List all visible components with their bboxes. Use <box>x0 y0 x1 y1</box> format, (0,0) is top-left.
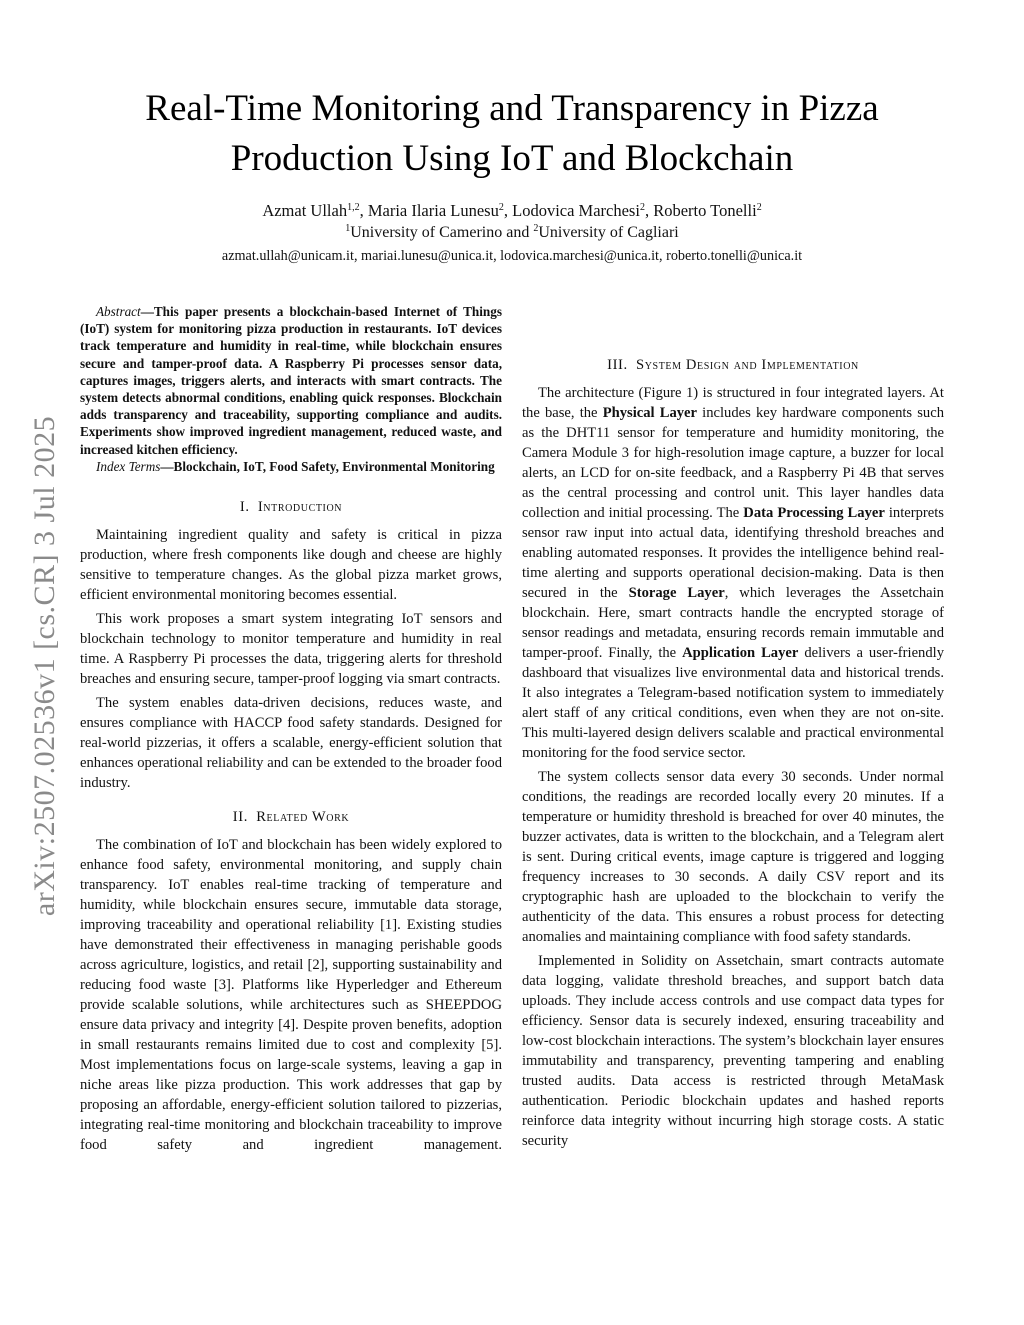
section-heading-introduction: I. Introduction <box>239 499 343 516</box>
abstract-text: —This paper presents a blockchain-based Internet of Things (IoT) system for monitoring pizza production in restaurants. IoT devices track temperature and humidity in real-time, while blockchain ensures secure and tamper-proof data. A Raspberry Pi processes sensor data, captures images, triggers alerts, and interacts with smart contracts. The system detects abnormal conditions, enabling quick responses. Blockchain adds transparency and traceability, supporting compliance and audits. Experiments show improved ingredient management, reduced waste, and increased kitchen efficiency. <box>80 304 502 457</box>
intro-paragraph: This work proposes a smart system integrating IoT sensors and blockchain technology to monitor temperature and humidity in real time. A Raspberry Pi processes the data, triggering alerts for threshold breaches and ensuring secure, tamper-proof logging via smart contracts. <box>80 611 502 688</box>
paper-title: Real-Time Monitoring and Transparency in Pizza Production Using IoT and Blockchain <box>145 88 879 179</box>
intro-paragraph: The system enables data-driven decisions, reduces waste, and ensures compliance with HACCP food safety standards. Designed for real-world pizzerias, it offers a scalable, energy-efficient solution that enhances operational reliability and can be extended to the broader food industry. <box>80 695 502 792</box>
term-application-layer: Application Layer <box>682 645 799 661</box>
section-heading-related-work: II. Related Work <box>232 809 350 826</box>
term-physical-layer: Physical Layer <box>602 405 698 421</box>
author-list: Azmat Ullah$^{1,2}$, Maria Ilaria Lunesu$^2$, Lodovica Marchesi$^2$, Roberto Tonelli$^2$ <box>262 201 762 220</box>
arxiv-identifier-stamp[interactable] <box>18 386 72 946</box>
author-name: Lodovica Marchesi <box>512 201 640 220</box>
author-affiliation-marker: 2 <box>498 202 504 213</box>
index-terms <box>80 458 502 475</box>
abstract <box>80 303 502 458</box>
author-name: Roberto Tonelli <box>653 201 757 220</box>
term-storage-layer: Storage Layer <box>628 585 725 601</box>
index-terms-text: —Blockchain, IoT, Food Safety, Environmental Monitoring <box>160 458 495 474</box>
intro-paragraph: Maintaining ingredient quality and safety is critical in pizza production, where fresh components like dough and cheese are highly sensitive to temperature changes. As the global pizza market grows, efficient environmental monitoring becomes essential. <box>80 527 502 604</box>
affiliation-line: $^1$University of Camerino and $^2$University of Cagliari <box>345 223 679 241</box>
right-column <box>522 283 944 1151</box>
author-affiliation-marker: 1,2 <box>347 202 360 213</box>
affiliation-camerino: University of Camerino <box>350 224 503 241</box>
author-affiliation-marker: 2 <box>639 202 645 213</box>
index-terms-label: Index Terms <box>96 458 161 474</box>
term-data-processing-layer: Data Processing Layer <box>743 505 885 521</box>
author-affiliation-marker: 2 <box>756 202 762 213</box>
design-paragraph: The architecture (Figure 1) is structured in four integrated layers. At the base, the Physical Layer includes key hardware components such as the DHT11 sensor for temperature and humidity monitoring, the Camera Module 3 for high-resolution image capture, a buzzer for local alerts, an LCD for on-site feedback, and a Raspberry Pi 4B that serves as the central processing and control unit. This layer handles data collection and initial processing. The Data Processing Layer interprets sensor raw input into actual data, identifying threshold breaches and enabling automated responses. It provides the intelligence behind real-time alerting and supports operational decision-making. Data is then secured in the Storage Layer, which leverages the Assetchain blockchain. Here, smart contracts handle the encrypted storage of sensor readings and metadata, ensuring records remain immutable and tamper-proof. Finally, the Application Layer delivers a user-friendly dashboard that visualizes live environmental data and historical trends. It also integrates a Telegram-based notification system to immediately alert staff of any critical conditions, even when they are not on-site. This multi-layered design delivers scalable and practical environmental monitoring for the food service sector. <box>522 385 945 761</box>
related-work-paragraph: The combination of IoT and blockchain has been widely explored to enhance food safety, environmental monitoring, and supply chain transparency. IoT enables real-time tracking of temperature and humidity, while blockchain ensures secure, immutable data storage, improving traceability and operational reliability [1]. Existing studies have demonstrated their effectiveness in managing perishable goods across agriculture, logistics, and retail [2], supporting sustainability and reducing food waste [3]. Platforms like Hyperledger and Ethereum provide scalable solutions, while architectures such as SHEEPDOG ensure data privacy and integrity [4]. Despite proven benefits, adoption in small restaurants remains limited due to cost and complexity [5]. Most implementations focus on large-scale systems, leaving a gap in niche areas like pizza production. This work addresses that gap by proposing an affordable, energy-efficient solution tailored to pizzerias, integrating real-time monitoring and blockchain traceability to improve food safety and ingredient management. <box>80 837 502 1154</box>
left-column <box>80 303 502 1155</box>
affiliation-cagliari: University of Cagliari <box>538 224 679 241</box>
section-heading-system-design: III. System Design and Implementation <box>607 357 859 373</box>
author-name: Maria Ilaria Lunesu <box>367 201 499 220</box>
author-emails: azmat.ullah@unicam.it, mariai.lunesu@unica.it, lodovica.marchesi@unica.it, roberto.tonelli@unica.it <box>221 248 803 264</box>
author-name: Azmat Ullah <box>262 201 348 220</box>
design-paragraph: The system collects sensor data every 30 seconds. Under normal conditions, the readings are recorded locally every 20 minutes. If a temperature or humidity threshold is breached for over 40 minutes, the buzzer activates, data is written to the blockchain, and a Telegram alert is sent. During critical events, image capture is triggered and logging frequency increases to 30 seconds. A daily CSV report and its cryptographic hash are uploaded to the blockchain to verify the authenticity of the data. This ensures a robust process for detecting anomalies and maintaining compliance with food safety standards. <box>522 769 944 945</box>
abstract-label: Abstract <box>96 304 141 319</box>
design-paragraph: Implemented in Solidity on Assetchain, smart contracts automate data logging, validate threshold breaches, and support batch data uploads. They include access controls and use compact data types for efficiency. Sensor data is securely indexed, ensuring traceability and low-cost blockchain interactions. The system’s blockchain layer ensures immutability and transparency, preventing tampering and enabling trusted audits. Data access is restricted through MetaMask authentication. Periodic blockchain updates and hashed reports reinforce data integrity without incurring high storage costs. A static security <box>522 953 944 1149</box>
arxiv-identifier-text: arXiv:2507.02536v1 [cs.CR] 3 Jul 2025 <box>28 415 62 917</box>
